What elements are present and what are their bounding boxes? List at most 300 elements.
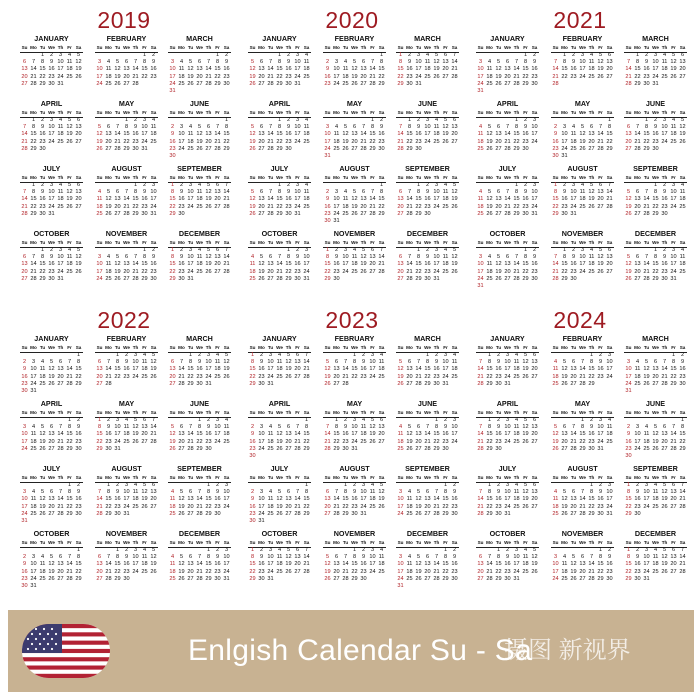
- week-row: [476, 352, 539, 359]
- month-march: [168, 334, 231, 398]
- day-cell: 20: [531, 366, 538, 373]
- day-cell: 11: [39, 366, 46, 373]
- day-cell: 15: [495, 561, 502, 568]
- weekday-label: Fr: [523, 240, 528, 245]
- day-cell: 4: [571, 124, 576, 131]
- day-cell: 7: [22, 124, 27, 131]
- weekday-label: Sa: [303, 540, 310, 545]
- day-cell: 23: [406, 73, 413, 80]
- day-cell: 17: [187, 196, 194, 203]
- day-cell: 11: [477, 131, 484, 138]
- day-cell: 30: [249, 518, 256, 524]
- day-cell: 24: [504, 373, 511, 380]
- day-cell: 10: [267, 359, 274, 366]
- weekday-label: We: [123, 475, 130, 480]
- day-cell: 18: [105, 268, 112, 275]
- week-row: [168, 374, 231, 381]
- day-cell: 30: [625, 453, 632, 459]
- day-cell: 4: [58, 117, 63, 123]
- day-cell: 17: [342, 261, 349, 268]
- day-cell: 13: [75, 189, 82, 196]
- day-cell: 29: [214, 80, 221, 87]
- day-cell: 25: [141, 568, 148, 575]
- week-row: [168, 204, 231, 211]
- week-row: [20, 446, 83, 453]
- day-cell: 10: [30, 366, 37, 373]
- day-cell: 12: [495, 66, 502, 73]
- day-cell: 2: [22, 359, 27, 366]
- day-cell: 9: [496, 359, 501, 366]
- day-cell: 13: [415, 431, 422, 438]
- day-cell: 4: [343, 189, 348, 196]
- day-cell: 12: [114, 261, 121, 268]
- day-cell: 14: [21, 196, 28, 203]
- month-january: [20, 34, 83, 98]
- week-row: [20, 131, 83, 138]
- day-cell: 29: [424, 380, 431, 387]
- day-cell: 5: [443, 117, 448, 123]
- weekday-label: Th: [513, 45, 520, 50]
- day-cell: 12: [415, 496, 422, 503]
- day-cell: 25: [513, 438, 520, 445]
- day-cell: 5: [188, 59, 193, 66]
- day-cell: 30: [285, 80, 292, 87]
- day-cell: 30: [114, 510, 121, 517]
- day-cell: 26: [643, 380, 650, 387]
- day-cell: 3: [295, 182, 300, 188]
- week-row: [551, 561, 614, 568]
- week-row: [323, 496, 386, 503]
- day-cell: 19: [522, 496, 529, 503]
- day-cell: 2: [133, 117, 138, 123]
- day-cell: 13: [570, 496, 577, 503]
- week-row: [95, 381, 158, 388]
- day-cell: 10: [187, 254, 194, 261]
- day-cell: 14: [477, 496, 484, 503]
- day-cell: 7: [215, 124, 220, 131]
- day-cell: 29: [495, 575, 502, 582]
- week-row: [551, 204, 614, 211]
- day-cell: 5: [407, 424, 412, 431]
- week-row: [20, 124, 83, 131]
- day-cell: 24: [57, 268, 64, 275]
- day-cell: 22: [30, 138, 37, 145]
- week-row: [95, 417, 158, 424]
- day-cell: 7: [434, 489, 439, 496]
- day-cell: 16: [205, 431, 212, 438]
- day-cell: 30: [39, 210, 46, 217]
- day-cell: 14: [132, 66, 139, 73]
- week-row: [323, 204, 386, 211]
- day-cell: 14: [267, 131, 274, 138]
- day-cell: 4: [398, 424, 403, 431]
- weekday-label: Th: [433, 240, 440, 245]
- day-cell: 30: [196, 380, 203, 387]
- day-cell: 15: [415, 196, 422, 203]
- day-cell: 12: [442, 124, 449, 131]
- day-cell: 18: [342, 203, 349, 210]
- day-cell: 11: [196, 254, 203, 261]
- weekday-label: We: [652, 110, 659, 115]
- day-cell: 5: [286, 547, 291, 553]
- weekday-label: Sa: [150, 175, 157, 180]
- day-cell: 5: [343, 124, 348, 131]
- day-cell: 8: [170, 254, 175, 261]
- week-row: [396, 446, 459, 453]
- week-row: [248, 547, 311, 554]
- day-cell: 30: [249, 453, 256, 459]
- week-row: [551, 124, 614, 131]
- week-row: [20, 504, 83, 511]
- day-cell: 16: [433, 366, 440, 373]
- day-cell: 13: [187, 496, 194, 503]
- month-name: FEBRUARY: [334, 334, 375, 343]
- day-cell: 10: [303, 254, 310, 261]
- day-cell: 27: [451, 138, 458, 145]
- day-cell: 24: [442, 373, 449, 380]
- day-cell: 18: [276, 561, 283, 568]
- weekday-label: We: [123, 540, 130, 545]
- day-cell: 30: [597, 510, 604, 517]
- day-cell: 18: [39, 568, 46, 575]
- day-cell: 20: [123, 268, 130, 275]
- weekday-label: Tu: [267, 110, 274, 115]
- day-cell: 20: [196, 73, 203, 80]
- day-cell: 24: [369, 568, 376, 575]
- day-cell: 13: [294, 554, 301, 561]
- weekday-label: Sa: [451, 45, 458, 50]
- day-cell: 10: [223, 554, 230, 561]
- day-cell: 16: [552, 138, 559, 145]
- week-row: [476, 482, 539, 489]
- weekday-label: Th: [588, 410, 595, 415]
- month-name: SEPTEMBER: [633, 164, 678, 173]
- day-cell: 15: [249, 561, 256, 568]
- day-cell: 24: [397, 510, 404, 517]
- day-cell: 13: [397, 261, 404, 268]
- day-cell: 28: [504, 145, 511, 152]
- day-cell: 17: [57, 261, 64, 268]
- day-cell: 8: [379, 189, 384, 196]
- day-cell: 4: [452, 352, 457, 358]
- weekday-label: Th: [433, 410, 440, 415]
- day-cell: 21: [114, 138, 121, 145]
- weekday-label: Sa: [606, 410, 613, 415]
- day-cell: 17: [433, 196, 440, 203]
- weekday-label: Mo: [105, 540, 112, 545]
- day-cell: 31: [531, 210, 538, 217]
- day-cell: 7: [671, 424, 676, 431]
- day-cell: 4: [653, 482, 658, 488]
- weekday-label: Sa: [303, 110, 310, 115]
- day-cell: 3: [514, 547, 519, 553]
- day-cell: 28: [21, 145, 28, 152]
- weekday-label: We: [276, 475, 283, 480]
- day-cell: 10: [342, 254, 349, 261]
- weekday-label: We: [504, 110, 511, 115]
- day-cell: 25: [342, 80, 349, 87]
- day-cell: 9: [407, 59, 412, 66]
- day-cell: 17: [324, 138, 331, 145]
- day-cell: 16: [588, 431, 595, 438]
- week-row: [476, 496, 539, 503]
- weekday-label: Su: [324, 45, 331, 50]
- day-cell: 17: [30, 373, 37, 380]
- day-cell: 21: [477, 438, 484, 445]
- day-cell: 19: [486, 138, 493, 145]
- day-cell: 18: [303, 66, 310, 73]
- week-row: [168, 247, 231, 254]
- day-cell: 19: [495, 268, 502, 275]
- day-cell: 24: [606, 373, 613, 380]
- day-cell: 17: [205, 366, 212, 373]
- day-cell: 22: [486, 503, 493, 510]
- day-cell: 13: [324, 496, 331, 503]
- day-cell: 24: [415, 73, 422, 80]
- day-cell: 21: [477, 503, 484, 510]
- day-cell: 5: [49, 554, 54, 561]
- month-name: MAY: [118, 399, 135, 408]
- weekday-label: Mo: [634, 345, 641, 350]
- day-cell: 2: [250, 489, 255, 496]
- day-cell: 23: [451, 568, 458, 575]
- week-row: [20, 66, 83, 73]
- weekday-label: Mo: [30, 540, 37, 545]
- weekday-label: Fr: [67, 175, 72, 180]
- month-name: DECEMBER: [178, 229, 221, 238]
- day-cell: 11: [588, 59, 595, 66]
- day-cell: 17: [670, 261, 677, 268]
- day-cell: 16: [75, 496, 82, 503]
- day-cell: 7: [197, 554, 202, 561]
- day-cell: 4: [478, 124, 483, 131]
- day-cell: 28: [415, 380, 422, 387]
- day-cell: 18: [132, 496, 139, 503]
- day-cell: 16: [495, 496, 502, 503]
- week-row: [20, 146, 83, 153]
- day-cell: 8: [416, 254, 421, 261]
- day-cell: 26: [561, 380, 568, 387]
- month-name: FEBRUARY: [562, 334, 603, 343]
- day-cell: 2: [49, 52, 54, 58]
- day-cell: 21: [57, 438, 64, 445]
- week-row: [248, 453, 311, 460]
- day-cell: 28: [105, 575, 112, 582]
- day-cell: 27: [495, 210, 502, 217]
- day-cell: 16: [451, 496, 458, 503]
- day-cell: 15: [442, 496, 449, 503]
- day-cell: 26: [552, 445, 559, 452]
- day-cell: 19: [360, 261, 367, 268]
- day-cell: 12: [597, 59, 604, 66]
- day-cell: 4: [434, 117, 439, 123]
- day-cell: 30: [205, 445, 212, 452]
- week-row: [551, 153, 614, 160]
- day-cell: 17: [643, 561, 650, 568]
- day-cell: 1: [142, 247, 147, 253]
- day-cell: 6: [286, 489, 291, 496]
- day-cell: 3: [268, 352, 273, 358]
- day-cell: 6: [635, 254, 640, 261]
- day-cell: 1: [304, 417, 309, 423]
- day-cell: 15: [342, 496, 349, 503]
- day-cell: 5: [370, 417, 375, 423]
- day-cell: 23: [105, 438, 112, 445]
- weekday-label: Su: [552, 110, 559, 115]
- day-cell: 27: [360, 210, 367, 217]
- month-february: [551, 334, 614, 398]
- weekday-label: Su: [397, 540, 404, 545]
- day-cell: 29: [276, 145, 283, 152]
- day-cell: 17: [223, 561, 230, 568]
- day-cell: 21: [196, 568, 203, 575]
- week-row: [476, 59, 539, 66]
- week-row: [168, 81, 231, 88]
- day-cell: 29: [652, 210, 659, 217]
- week-row: [168, 124, 231, 131]
- day-cell: 30: [178, 275, 185, 282]
- weekday-label: Sa: [303, 475, 310, 480]
- day-cell: 27: [424, 575, 431, 582]
- week-row: [323, 189, 386, 196]
- day-cell: 12: [495, 261, 502, 268]
- day-cell: 21: [415, 373, 422, 380]
- day-cell: 22: [552, 203, 559, 210]
- weekday-label: Sa: [223, 410, 230, 415]
- day-cell: 6: [206, 124, 211, 131]
- day-cell: 7: [179, 359, 184, 366]
- day-cell: 7: [304, 547, 309, 553]
- weekday-label: Su: [324, 345, 331, 350]
- day-cell: 19: [66, 131, 73, 138]
- day-cell: 22: [30, 203, 37, 210]
- day-cell: 11: [57, 189, 64, 196]
- day-cell: 3: [49, 182, 54, 188]
- day-cell: 13: [214, 254, 221, 261]
- weekday-label: Th: [205, 110, 212, 115]
- day-cell: 28: [150, 438, 157, 445]
- day-cell: 22: [342, 503, 349, 510]
- day-cell: 4: [40, 554, 45, 561]
- weekday-label: We: [351, 45, 358, 50]
- day-cell: 31: [504, 380, 511, 387]
- week-row: [20, 196, 83, 203]
- day-cell: 17: [397, 568, 404, 575]
- weekday-label: Su: [625, 345, 632, 350]
- weekday-label: We: [196, 345, 203, 350]
- day-cell: 4: [553, 359, 558, 366]
- day-cell: 9: [259, 359, 264, 366]
- day-cell: 31: [351, 445, 358, 452]
- weekday-label: We: [48, 540, 55, 545]
- weekday-label: Tu: [570, 475, 577, 480]
- day-cell: 16: [75, 431, 82, 438]
- weekday-label: Mo: [178, 410, 185, 415]
- day-cell: 22: [351, 373, 358, 380]
- weekday-label: Mo: [486, 45, 493, 50]
- day-cell: 27: [670, 503, 677, 510]
- day-cell: 24: [531, 138, 538, 145]
- week-row: [323, 269, 386, 276]
- weekday-label: Th: [57, 345, 64, 350]
- weekday-label: Sa: [150, 345, 157, 350]
- month-name: JUNE: [189, 399, 210, 408]
- day-cell: 28: [205, 80, 212, 87]
- weekday-label: Tu: [267, 410, 274, 415]
- weekday-label: Mo: [406, 540, 413, 545]
- day-cell: 27: [351, 145, 358, 152]
- day-cell: 2: [259, 352, 264, 358]
- weekday-label: Sa: [679, 345, 686, 350]
- day-cell: 10: [294, 59, 301, 66]
- day-cell: 26: [360, 268, 367, 275]
- day-cell: 10: [214, 424, 221, 431]
- day-cell: 19: [324, 373, 331, 380]
- day-cell: 21: [504, 203, 511, 210]
- day-cell: 30: [442, 445, 449, 452]
- day-cell: 16: [324, 73, 331, 80]
- day-cell: 13: [75, 124, 82, 131]
- day-cell: 18: [561, 568, 568, 575]
- day-cell: 22: [652, 268, 659, 275]
- weekday-label: Su: [21, 475, 28, 480]
- day-cell: 3: [188, 182, 193, 188]
- month-december: [396, 229, 459, 293]
- weekday-label: We: [424, 475, 431, 480]
- day-cell: 17: [267, 561, 274, 568]
- month-name: JULY: [42, 164, 61, 173]
- day-cell: 6: [505, 59, 510, 66]
- week-row: [20, 74, 83, 81]
- weekday-label: Sa: [679, 540, 686, 545]
- day-cell: 3: [259, 489, 264, 496]
- day-cell: 11: [223, 424, 230, 431]
- day-cell: 18: [66, 261, 73, 268]
- week-row: [624, 276, 687, 283]
- weekday-label: Mo: [105, 175, 112, 180]
- month-november: [95, 229, 158, 293]
- weekday-label: Tu: [643, 540, 650, 545]
- day-cell: 15: [276, 66, 283, 73]
- day-cell: 5: [434, 52, 439, 58]
- day-cell: 23: [150, 268, 157, 275]
- month-name: JANUARY: [262, 34, 297, 43]
- day-cell: 12: [415, 561, 422, 568]
- day-cell: 6: [571, 359, 576, 366]
- week-row: [624, 81, 687, 88]
- day-cell: 14: [415, 366, 422, 373]
- weekday-label: Su: [249, 110, 256, 115]
- day-cell: 16: [360, 366, 367, 373]
- day-cell: 14: [294, 431, 301, 438]
- day-cell: 5: [580, 124, 585, 131]
- month-september: [624, 164, 687, 228]
- week-row: [396, 254, 459, 261]
- day-cell: 22: [579, 438, 586, 445]
- day-cell: 20: [531, 431, 538, 438]
- day-cell: 12: [39, 496, 46, 503]
- day-cell: 1: [286, 247, 291, 253]
- month-name: MAY: [574, 99, 591, 108]
- day-cell: 11: [169, 561, 176, 568]
- week-row: [168, 254, 231, 261]
- day-cell: 6: [598, 182, 603, 188]
- day-cell: 6: [22, 59, 27, 66]
- day-cell: 26: [397, 380, 404, 387]
- month-name: JUNE: [645, 99, 666, 108]
- weekday-label: Su: [397, 240, 404, 245]
- day-cell: 25: [96, 210, 103, 217]
